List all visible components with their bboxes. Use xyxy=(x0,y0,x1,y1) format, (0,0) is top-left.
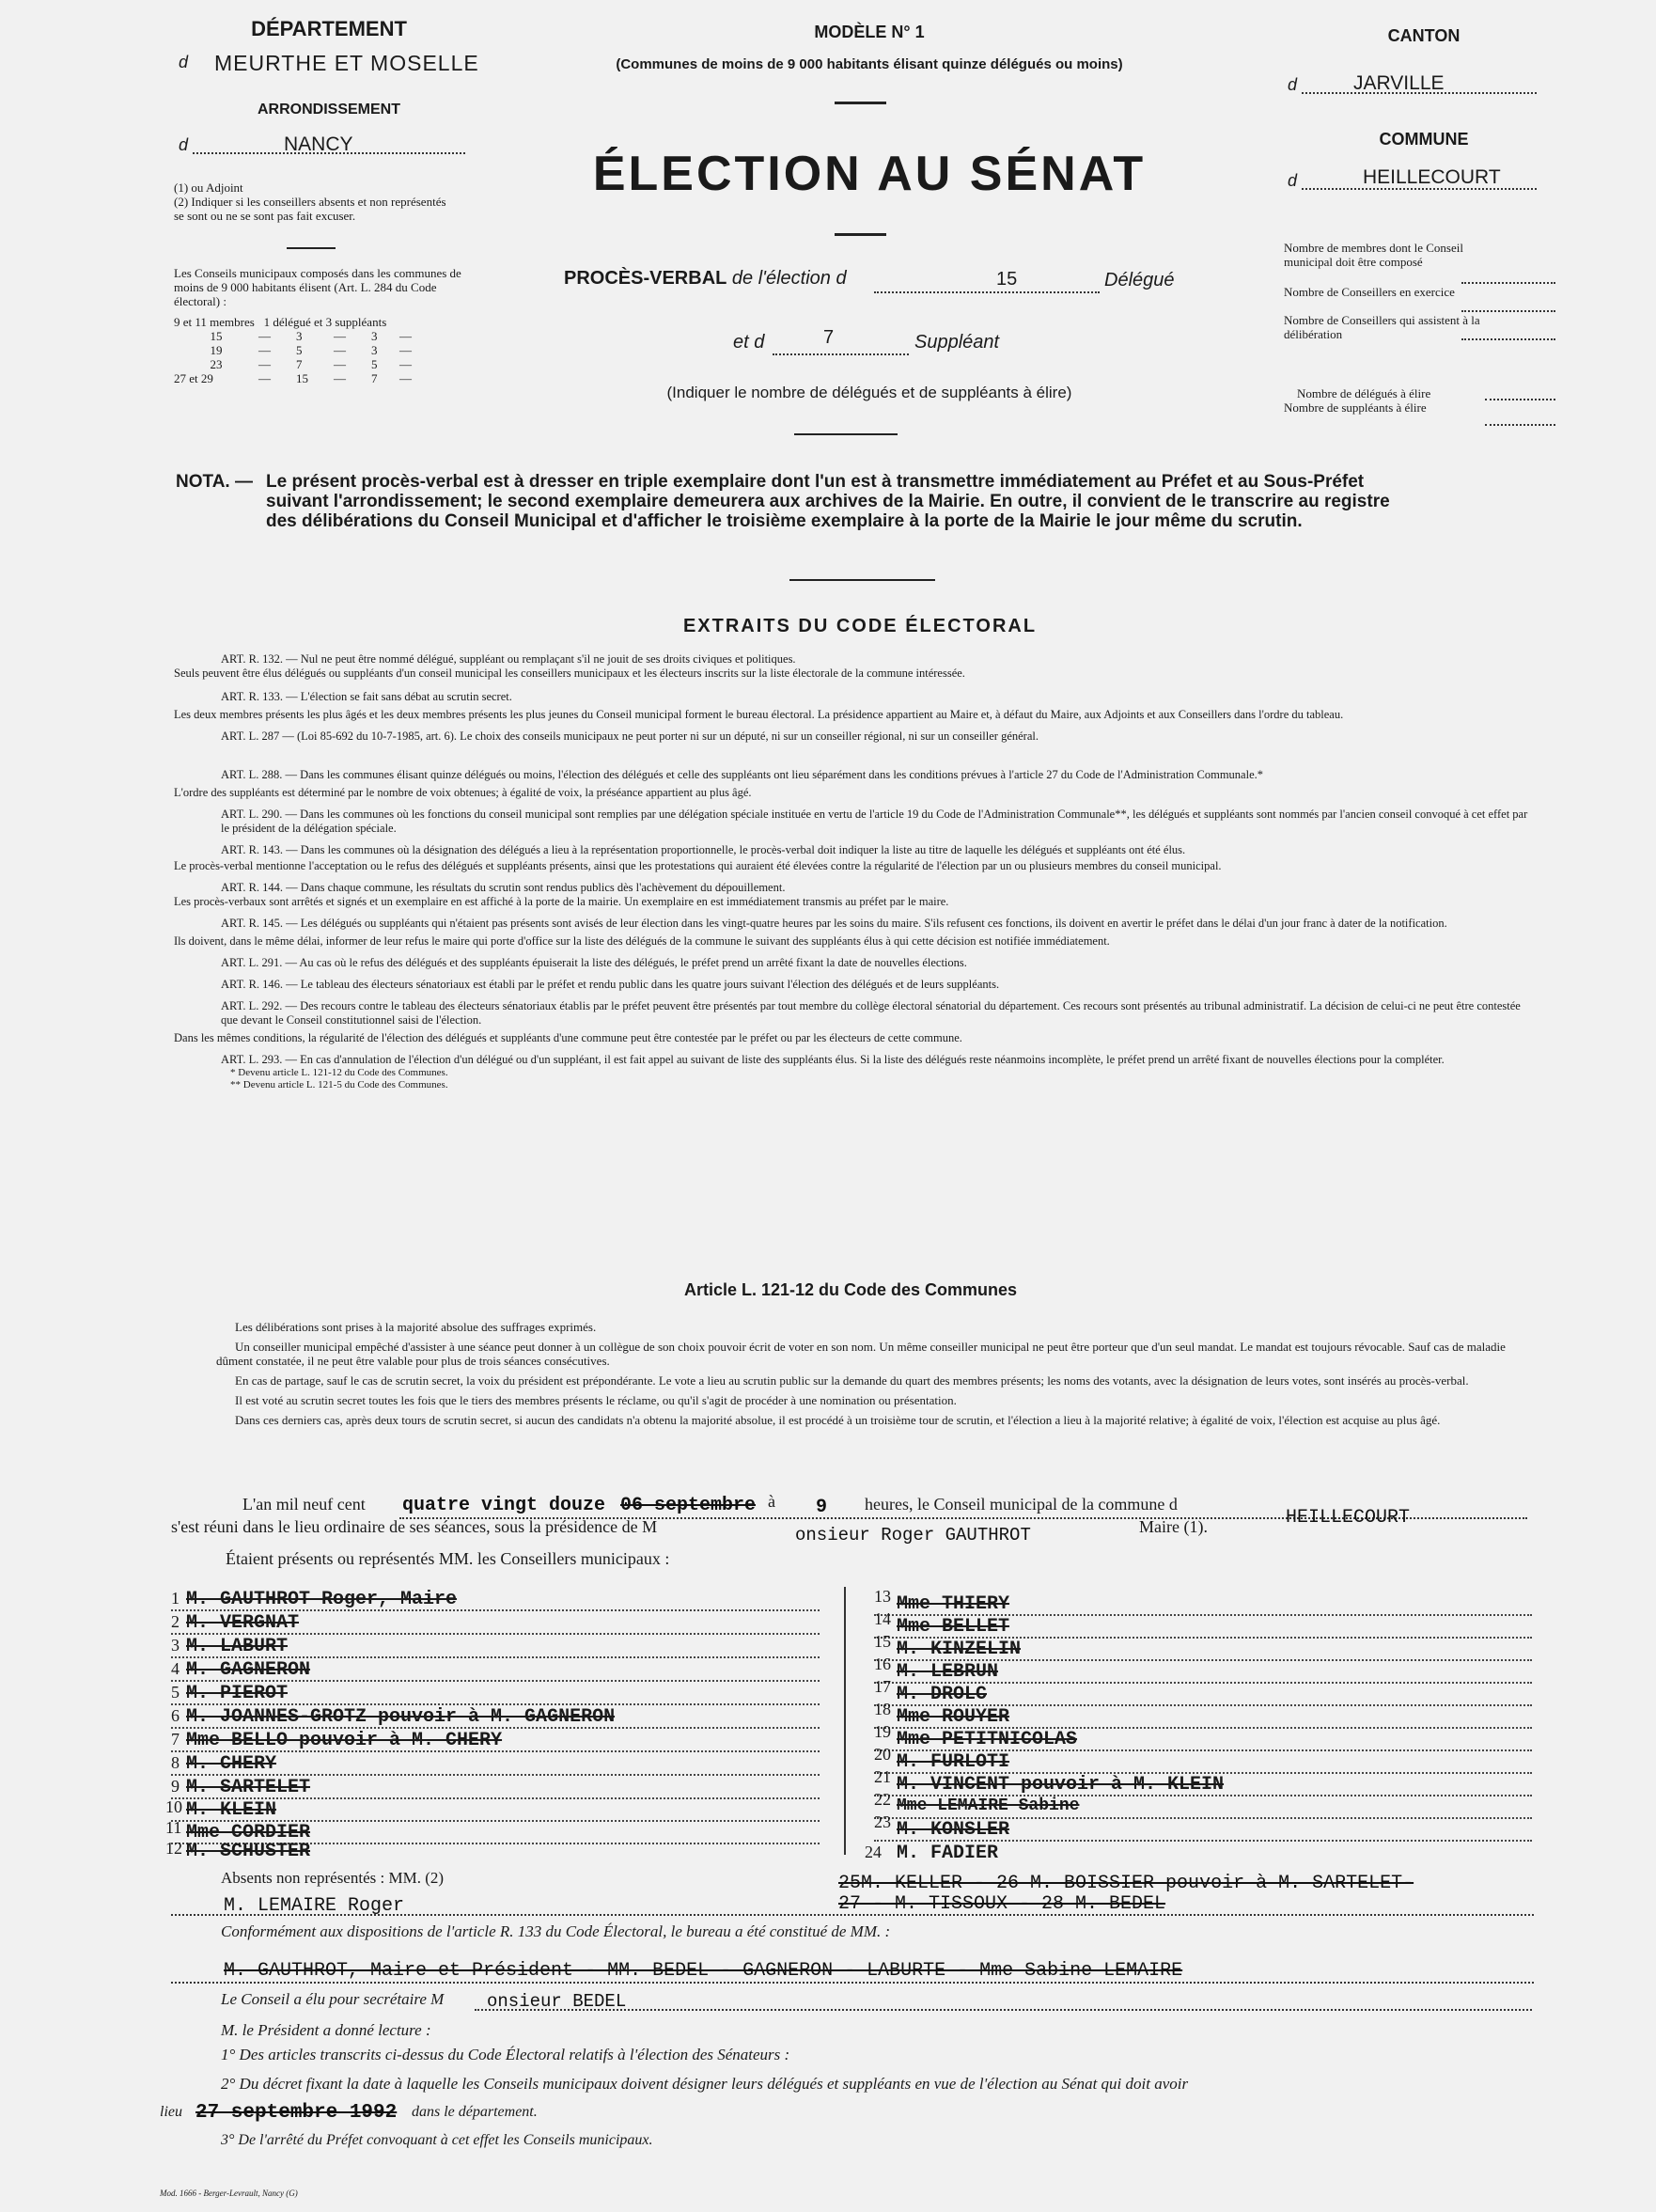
seance-annee: quatre vingt douze xyxy=(402,1495,606,1516)
departement-label: DÉPARTEMENT xyxy=(251,17,407,40)
seance-a: à xyxy=(768,1492,775,1511)
conseiller-number: 22 xyxy=(874,1790,891,1809)
delegue-count: 15 xyxy=(996,269,1018,290)
conseiller-number: 19 xyxy=(874,1722,891,1741)
seance-reuni: s'est réuni dans le lieu ordinaire de ses séances, sous la présidence de M xyxy=(171,1517,658,1536)
arrondissement-prefix: d xyxy=(179,135,189,154)
table-row: 9 et 11 membres xyxy=(174,315,255,329)
conseiller-name: Mme CORDIER xyxy=(186,1822,311,1843)
composition-table: 9 et 11 membres 1 délégué et 3 suppléants 15 — 3 — 3 — 19 — 5 — 3 — 23 — 7 — 5 — 27 et 29 — 15 — 7 — xyxy=(174,315,412,385)
absents-line-2-left: M. LEMAIRE Roger xyxy=(224,1895,405,1917)
conseiller-name: M. GAGNERON xyxy=(186,1659,311,1681)
seance-president: onsieur Roger GAUTHROT xyxy=(795,1525,1031,1545)
conseiller-name: Mme PETITNICOLAS xyxy=(897,1729,1078,1750)
bureau-dotted-line xyxy=(171,1982,1534,1984)
article-r133: ART. R. 133. — L'élection se fait sans débat au scrutin secret. xyxy=(221,690,512,703)
article-l290: ART. L. 290. — Dans les communes où les fonctions du conseil municipal sont remplies par une délégation spéciale instituée en vertu de l'article 19 du Code de l'Administration Communale**, les délégués et suppléants sont nommés par l'ancien conseil convoqué à cet effet par le président de la délégation spéciale. xyxy=(221,808,1528,835)
conseiller-number: 23 xyxy=(874,1812,891,1831)
bureau-text: Conformément aux dispositions de l'article R. 133 du Code Électoral, le bureau a été constitué de MM. : xyxy=(221,1922,891,1940)
indiquer-text: (Indiquer le nombre de délégués et de suppléants à élire) xyxy=(666,384,1072,401)
right-info-5: Nombre de suppléants à élire xyxy=(1284,400,1427,415)
center-divider-2 xyxy=(835,233,886,236)
left-divider-1 xyxy=(287,247,336,249)
note-2: (2) Indiquer si les conseillers absents et non représentés se sont ou ne se sont pas fait excuser. xyxy=(174,195,446,223)
commune-label: COMMUNE xyxy=(1379,130,1469,149)
nota-text: Le présent procès-verbal est à dresser en triple exemplaire dont l'un est à transmettre immédiatement au Préfet et au Sous-Préfet suivant l'arrondissement; le second exemplaire demeurera aux archives de la Mairie. En outre, il convient de le transcrire au registre des délibérations du Conseil Municipal et d'afficher le troisième exemplaire à la porte de la Mairie le jour même du scrutin. xyxy=(266,472,1390,531)
conseiller-name: M. FURLOTI xyxy=(897,1751,1010,1773)
conseiller-number: 9 xyxy=(171,1777,180,1796)
right-info-line-5 xyxy=(1485,424,1555,426)
row-line xyxy=(171,1774,820,1776)
pv-de: de l'élection d xyxy=(731,268,847,289)
article-communes-title: Article L. 121-12 du Code des Communes xyxy=(683,1280,1018,1299)
modele-label: MODÈLE N° 1 xyxy=(814,23,925,41)
conseiller-number: 12 xyxy=(165,1839,182,1858)
conseiller-number: 14 xyxy=(874,1609,891,1628)
conseiller-number: 16 xyxy=(874,1655,891,1673)
right-info-line-3 xyxy=(1461,338,1555,340)
commune-prefix: d xyxy=(1288,171,1298,190)
conseiller-number: 15 xyxy=(874,1632,891,1651)
article-text: L'ordre des suppléants est déterminé par le nombre de voix obtenues; à égalité de voix, la préséance appartient au plus âgé. xyxy=(174,786,752,799)
conseiller-name: M. DROLC xyxy=(897,1684,988,1705)
article-text: Les procès-verbaux sont arrêtés et signés et un exemplaire en est affiché à la porte de la mairie. Un exemplaire en est immédiatement transmis au préfet par le maire. xyxy=(174,895,949,908)
table-cell: 3 xyxy=(296,329,303,343)
table-cell: 19 xyxy=(210,343,223,357)
right-info-line-4 xyxy=(1485,399,1555,400)
suppleant-count: 7 xyxy=(823,327,835,348)
point-2: 2° Du décret fixant la date à laquelle les Conseils municipaux doivent désigner leurs délégués et suppléants en vue de l'élection au Sénat qui doit avoir xyxy=(221,2075,1189,2093)
conseiller-name: M. JOANNES-GROTZ pouvoir à M. GAGNERON xyxy=(186,1706,616,1728)
row-line xyxy=(171,1633,820,1635)
article-r143: ART. R. 143. — Dans les communes où la désignation des délégués a lieu à la représentation proportionnelle, le procès-verbal doit indiquer la liste au titre de laquelle les délégués et suppléants ont été élus. xyxy=(221,843,1186,856)
imprint: Mod. 1666 - Berger-Levrault, Nancy (G) xyxy=(160,2188,298,2198)
seance-heures-text: heures, le Conseil municipal de la commune d xyxy=(865,1495,1178,1514)
nota-label: NOTA. — xyxy=(176,472,253,492)
table-cell: 5 xyxy=(371,357,378,371)
article-r132: ART. R. 132. — Nul ne peut être nommé délégué, suppléant ou remplaçant s'il ne jouit de ses droits civiques et politiques. xyxy=(221,652,796,666)
absents-line-1: 25M. KELLER - 26 M. BOISSIER pouvoir à M. SARTELET- xyxy=(838,1873,1414,1894)
footnote-2: ** Devenu article L. 121-5 du Code des Communes. xyxy=(230,1079,448,1090)
bureau-members: M. GAUTHROT, Maire et Président - MM. BEDEL - GAGNERON - LABURTE - Mme Sabine LEMAIRE xyxy=(224,1960,1183,1982)
conseiller-name: M. FADIER xyxy=(897,1843,999,1864)
conseiller-name: M. SARTELET xyxy=(186,1777,311,1798)
right-info-line-1 xyxy=(1461,282,1555,284)
conseiller-name: M. VERGNAT xyxy=(186,1612,300,1634)
table-cell: 3 xyxy=(371,329,378,343)
delegue-label: Délégué xyxy=(1104,270,1175,290)
conseiller-name: Mme BELLET xyxy=(897,1616,1010,1638)
seance-heure: 9 xyxy=(816,1497,828,1518)
conseiller-number: 1 xyxy=(171,1589,180,1608)
secretaire-line xyxy=(475,2009,1532,2011)
canton-label: CANTON xyxy=(1387,26,1461,45)
right-info-1: Nombre de membres dont le Conseil municipal doit être composé xyxy=(1284,241,1463,269)
table-cell: 15 xyxy=(210,329,223,343)
conseiller-name: Mme BELLO pouvoir à M. CHERY xyxy=(186,1730,503,1751)
departement-prefix: d xyxy=(179,53,189,71)
modele-subtitle: (Communes de moins de 9 000 habitants élisant quinze délégués ou moins) xyxy=(616,56,1123,72)
seance-lan: L'an mil neuf cent xyxy=(242,1495,366,1514)
seance-commune: HEILLECOURT xyxy=(1286,1507,1411,1529)
right-info-3: Nombre de Conseillers qui assistent à la délibération xyxy=(1284,313,1480,341)
extraits-title: EXTRAITS DU CODE ÉLECTORAL xyxy=(682,616,1038,636)
article-paragraph: Il est voté au scrutin secret toutes les fois que le tiers des membres présents le réclame, ou qu'il s'agit de procéder à une nomination ou présentation. xyxy=(235,1393,957,1407)
delegue-line xyxy=(874,291,1100,293)
table-cell: 3 xyxy=(371,343,378,357)
pv-label: PROCÈS-VERBAL xyxy=(564,268,727,289)
table-cell: 27 et 29 xyxy=(174,371,213,385)
column-divider xyxy=(844,1587,846,1855)
center-divider-1 xyxy=(835,102,886,104)
seance-etaient: Étaient présents ou représentés MM. les Conseillers municipaux : xyxy=(226,1549,670,1568)
conseiller-name: M. KINZELIN xyxy=(897,1639,1022,1660)
article-block xyxy=(174,652,1537,1091)
conseiller-name: Mme LEMAIRE Sabine xyxy=(897,1796,1080,1815)
conseiller-name: M. GAUTHROT Roger, Maire xyxy=(186,1589,458,1610)
table-cell: 15 xyxy=(296,371,308,385)
conseiller-name: M. LEBRUN xyxy=(897,1661,999,1683)
article-text: Seuls peuvent être élus délégués ou suppléants d'un conseil municipal les conseillers municipaux et les électeurs inscrits sur la liste électorale de la commune intéressée. xyxy=(174,667,965,680)
article-r146: ART. R. 146. — Le tableau des électeurs sénatoriaux est établi par le préfet et rendu public dans les quatre jours suivant l'élection des délégués et de leurs suppléants. xyxy=(221,978,1000,991)
right-info-line-2 xyxy=(1461,310,1555,312)
suppleant-label: Suppléant xyxy=(914,332,1000,353)
point-3: 3° De l'arrêté du Préfet convoquant à cet effet les Conseils municipaux. xyxy=(221,2132,653,2148)
article-text: Ils doivent, dans le même délai, informer de leur refus le maire qui porte d'office sur la liste des délégués de la commune le suivant des suppléants élus à qui cette décision est notifiée immédiatement. xyxy=(174,934,1110,948)
conseiller-number: 20 xyxy=(874,1745,891,1764)
canton-value: JARVILLE xyxy=(1353,72,1445,94)
conseiller-number: 6 xyxy=(171,1706,180,1725)
conseiller-number: 10 xyxy=(165,1797,182,1816)
right-info-4: Nombre de délégués à élire xyxy=(1297,386,1431,400)
lecture-text: M. le Président a donné lecture : xyxy=(221,2021,431,2039)
absents-line-2-right: 27 - M. TISSOUX - 28 M. BEDEL xyxy=(838,1893,1166,1915)
article-l288: ART. L. 288. — Dans les communes élisant quinze délégués ou moins, l'élection des délégués et celle des suppléants ont lieu séparément dans les conditions prévues à l'article 27 du Code de l'Administration Communale.* xyxy=(221,768,1263,781)
article-l292: ART. L. 292. — Des recours contre le tableau des électeurs sénatoriaux établis par le préfet peuvent être présentés par tout membre du collège électoral sénatorial du département. Ces recours sont présentés au tribunal administratif. La décision de celui-ci ne peut être contestée que devant le Conseil constitutionnel saisi de l'élection. xyxy=(221,999,1521,1027)
center-divider-3 xyxy=(794,433,898,435)
row-line xyxy=(171,1727,820,1729)
et-d: et d xyxy=(733,332,765,353)
suppleant-line xyxy=(773,353,909,355)
conseiller-name: Mme THIERY xyxy=(897,1593,1010,1615)
row-line xyxy=(171,1656,820,1658)
article-paragraph: Les délibérations sont prises à la majorité absolue des suffrages exprimés. xyxy=(235,1320,597,1334)
conseiller-number: 5 xyxy=(171,1683,180,1702)
row-line xyxy=(171,1750,820,1752)
conseiller-name: M. VINCENT pouvoir à M. KLEIN xyxy=(897,1774,1225,1796)
right-info-2: Nombre de Conseillers en exercice xyxy=(1284,285,1455,299)
commune-value: HEILLECOURT xyxy=(1363,166,1501,188)
table-cell: 7 xyxy=(371,371,378,385)
nota-divider xyxy=(789,579,935,581)
article-paragraph: En cas de partage, sauf le cas de scrutin secret, la voix du président est prépondérante. Le vote a lieu au scrutin public sur la demande du quart des membres présents; les noms des votants, avec la désignation de leurs votes, sont insérés au procès-verbal. xyxy=(235,1373,1469,1388)
conseiller-name: M. KONSLER xyxy=(897,1819,1010,1841)
conseiller-number: 4 xyxy=(171,1659,180,1678)
conseils-text: Les Conseils municipaux composés dans les communes de moins de 9 000 habitants élisent (Art. L. 284 du Code électoral) : xyxy=(174,266,461,308)
article-l293: ART. L. 293. — En cas d'annulation de l'élection d'un délégué ou d'un suppléant, il est fait appel au suivant de liste des suppléants élus. Si la liste des délégués reste néanmoins incomplète, le préfet prend un arrêté fixant de nouvelles élections pour la compléter. xyxy=(221,1053,1445,1066)
table-cell: 1 délégué et 3 suppléants xyxy=(263,315,387,329)
article-l287: ART. L. 287 — (Loi 85-692 du 10-7-1985, art. 6). Le choix des conseils municipaux ne peut porter ni sur un député, ni sur un conseiller régional, ni sur un conseiller général. xyxy=(221,729,1039,743)
article-r145: ART. R. 145. — Les délégués ou suppléants qui n'étaient pas présents sont avisés de leur élection dans les vingt-quatre heures par les soins du maire. S'ils refusent ces fonctions, ils doivent en avertir le préfet dans le délai d'un jour franc à dater de la notification. xyxy=(221,917,1447,930)
row-line xyxy=(171,1703,820,1705)
conseiller-name: M. CHERY xyxy=(186,1753,277,1775)
seance-maire: Maire (1). xyxy=(1139,1517,1208,1536)
table-cell: 5 xyxy=(296,343,303,357)
conseiller-name: M. PIEROT xyxy=(186,1683,289,1704)
footnote-1: * Devenu article L. 121-12 du Code des Communes. xyxy=(230,1067,448,1078)
conseiller-name: M. SCHUSTER xyxy=(186,1841,311,1862)
secretaire-label: Le Conseil a élu pour secrétaire M xyxy=(221,1990,445,2008)
row-line xyxy=(171,1609,820,1611)
conseiller-number: 11 xyxy=(165,1818,182,1837)
table-cell: 7 xyxy=(296,357,303,371)
main-title: ÉLECTION AU SÉNAT xyxy=(592,147,1147,201)
dans-dept: dans le département. xyxy=(412,2104,538,2120)
article-text: Le procès-verbal mentionne l'acceptation ou le refus des délégués et suppléants présents, ainsi que les protestations qui auraient été élevées contre la régularité de l'élection par un ou plusieurs membres du conseil municipal. xyxy=(174,859,1222,872)
date-election: 27 septembre 1992 xyxy=(195,2102,398,2124)
seance-date: 06 septembre xyxy=(620,1495,757,1516)
article-l291: ART. L. 291. — Au cas où le refus des délégués et des suppléants épuiserait la liste des délégués, le préfet prend un arrêté fixant la date de nouvelles élections. xyxy=(221,956,967,969)
article-text: Dans les mêmes conditions, la régularité de l'élection des délégués et suppléants d'une commune peut être contestée par le préfet ou par les électeurs de cette commune. xyxy=(174,1031,962,1044)
row-line xyxy=(874,1840,1532,1842)
table-cell: 23 xyxy=(210,357,223,371)
conseiller-number: 18 xyxy=(874,1700,891,1718)
departement-value: MEURTHE ET MOSELLE xyxy=(214,51,479,75)
conseiller-number: 17 xyxy=(874,1677,891,1696)
conseiller-number: 13 xyxy=(874,1587,891,1606)
lieu-word: lieu xyxy=(160,2104,182,2120)
pv-line xyxy=(564,268,847,290)
article-paragraph: Un conseiller municipal empêché d'assister à une séance peut donner à un collègue de son choix pouvoir écrit de voter en son nom. Un même conseiller municipal ne peut être porteur que d'un seul mandat. Le mandat est toujours révocable. Sauf cas de maladie dûment constatée, il ne peut être valable pour plus de trois séances consécutives. xyxy=(216,1340,1506,1368)
article-text: Les deux membres présents les plus âgés et les deux membres présents les plus jeunes du Conseil municipal forment le bureau électoral. La présidence appartient au Maire et, à défaut du Maire, aux Adjoints et aux Conseillers dans l'ordre du tableau. xyxy=(174,708,1344,721)
conseiller-name: M. KLEIN xyxy=(186,1799,277,1821)
conseiller-number: 2 xyxy=(171,1612,180,1631)
arrondissement-value: NANCY xyxy=(284,133,353,155)
conseiller-number: 24 xyxy=(865,1843,882,1861)
conseiller-number: 8 xyxy=(171,1753,180,1772)
point-1: 1° Des articles transcrits ci-dessus du Code Électoral relatifs à l'élection des Sénateurs : xyxy=(221,2046,790,2063)
article-paragraph: Dans ces derniers cas, après deux tours de scrutin secret, si aucun des candidats n'a obtenu la majorité absolue, il est procédé à un troisième tour de scrutin, et l'élection a lieu à la majorité relative; à égalité de voix, l'élection est acquise au plus âgé. xyxy=(235,1413,1441,1427)
article-communes-body xyxy=(216,1320,1532,1433)
conseiller-name: Mme ROUYER xyxy=(897,1706,1010,1728)
conseiller-number: 21 xyxy=(874,1767,891,1786)
article-r144: ART. R. 144. — Dans chaque commune, les résultats du scrutin sont rendus publics dès l'achèvement du dépouillement. xyxy=(221,881,786,894)
arrondissement-label: ARRONDISSEMENT xyxy=(257,102,400,118)
conseiller-number: 3 xyxy=(171,1636,180,1655)
absents-label: Absents non représentés : MM. (2) xyxy=(221,1869,445,1887)
conseiller-name: M. LABURT xyxy=(186,1636,289,1657)
conseiller-number: 7 xyxy=(171,1730,180,1749)
canton-prefix: d xyxy=(1288,75,1298,94)
note-1: (1) ou Adjoint xyxy=(174,180,243,195)
secretaire-name: onsieur BEDEL xyxy=(487,1991,627,2012)
row-line xyxy=(171,1680,820,1682)
